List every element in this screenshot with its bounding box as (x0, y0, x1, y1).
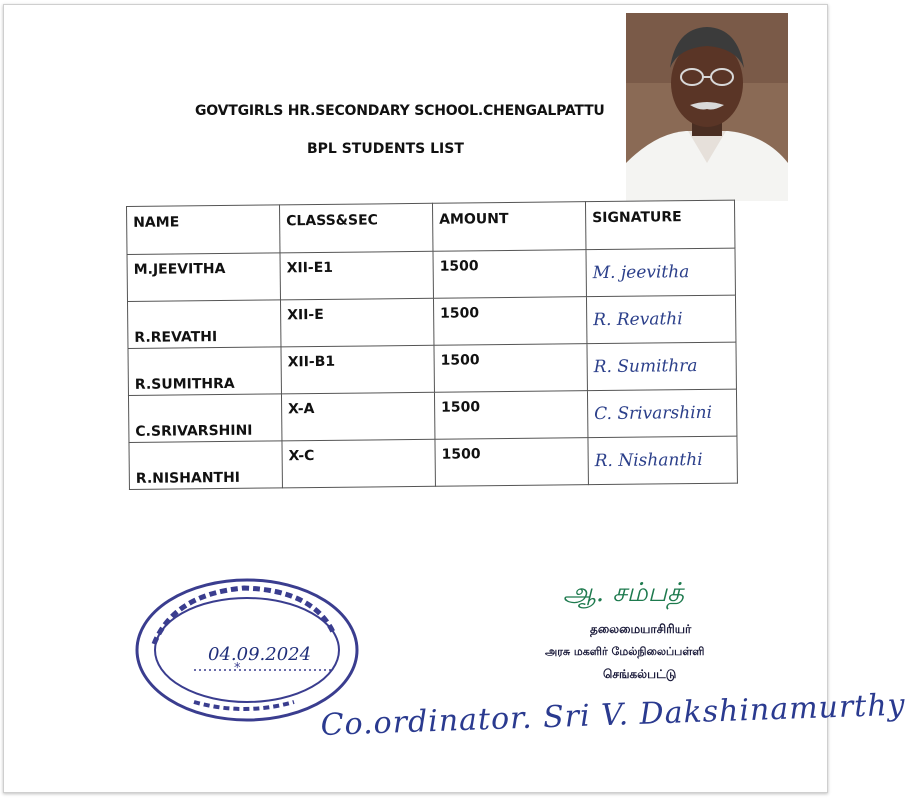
signature-cell (587, 342, 736, 391)
headmaster-town: செங்கல்பட்டு (603, 667, 677, 681)
list-title: BPL STUDENTS LIST (307, 141, 464, 157)
student-name: R.REVATHI (128, 300, 281, 349)
student-name: R.SUMITHRA (128, 347, 281, 396)
table-header-row (127, 200, 735, 254)
seal-date: 04.09.2024 (208, 644, 312, 665)
student-name: M.JEEVITHA (127, 253, 280, 302)
svg-text:*: * (234, 661, 241, 676)
header-signature: SIGNATURE (585, 200, 734, 250)
coordinator-signature: Co.ordinator. Sri V. Dakshinamurthy (320, 687, 906, 743)
student-signature: R. Revathi (593, 309, 683, 331)
header-class: CLASS&SEC (279, 203, 432, 253)
student-amount: 1500 (434, 344, 587, 393)
headmaster-signature: ஆ. சம்பத் (563, 578, 685, 608)
table-row (128, 342, 736, 395)
header-amount: AMOUNT (432, 202, 585, 252)
school-title: GOVTGIRLS HR.SECONDARY SCHOOL.CHENGALPATTU (195, 103, 605, 119)
student-class: XII-E1 (280, 251, 433, 300)
table-row (128, 295, 736, 348)
headmaster-title: தலைமையாசிரியர் (590, 622, 692, 636)
headmaster-school: அரசு மகளிர் மேல்நிலைப்பள்ளி (545, 645, 705, 658)
student-name: R.NISHANTHI (129, 441, 282, 490)
portrait-image (626, 13, 788, 201)
student-name: C.SRIVARSHINI (128, 394, 281, 443)
student-signature: C. Srivarshini (594, 402, 713, 425)
header-name: NAME (127, 205, 280, 255)
coordinator-photo (626, 13, 788, 201)
student-amount: 1500 (434, 391, 587, 440)
student-class: XII-E (280, 298, 433, 347)
table-row (128, 389, 736, 442)
student-amount: 1500 (433, 250, 586, 299)
student-class: X-C (282, 439, 435, 488)
student-class: X-A (281, 392, 434, 441)
student-signature: M. jeevitha (592, 262, 690, 284)
student-class: XII-B1 (281, 345, 434, 394)
student-signature: R. Nishanthi (594, 449, 703, 472)
signature-cell (586, 295, 735, 344)
signature-cell (587, 389, 736, 438)
table-row (127, 248, 735, 301)
student-amount: 1500 (435, 438, 588, 487)
signature-cell (586, 248, 735, 297)
student-amount: 1500 (433, 297, 586, 346)
students-table (126, 200, 738, 490)
signature-cell (588, 436, 737, 485)
student-signature: R. Sumithra (593, 356, 698, 378)
table-row (129, 436, 737, 489)
